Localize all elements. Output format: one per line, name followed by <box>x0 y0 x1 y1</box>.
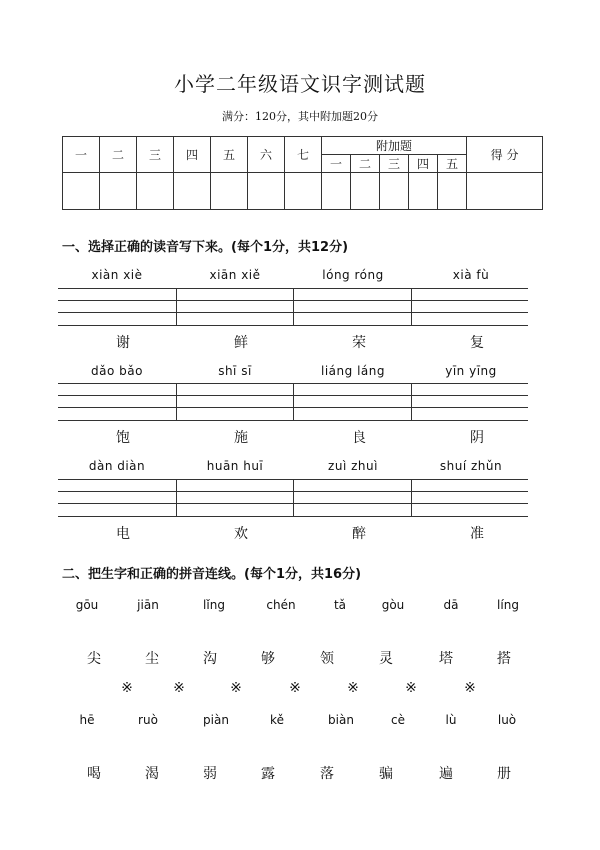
pinyin-option: lóng róng <box>322 268 384 282</box>
character-item[interactable]: 尘 <box>145 651 159 667</box>
character: 荣 <box>352 335 366 351</box>
bonus-header: 附加题 <box>322 137 467 155</box>
character: 饱 <box>116 430 130 446</box>
separator-mark: ※ <box>121 680 133 696</box>
grid-divider <box>411 480 412 516</box>
separator-mark: ※ <box>173 680 185 696</box>
score-col-header: 五 <box>211 137 248 173</box>
character: 醉 <box>352 526 366 542</box>
grid-divider <box>293 384 294 420</box>
character-item[interactable]: 落 <box>320 766 334 782</box>
character: 准 <box>470 526 484 542</box>
pinyin-item[interactable]: lǐng <box>203 598 225 612</box>
score-table <box>62 136 543 210</box>
separator-mark: ※ <box>405 680 417 696</box>
writing-grid[interactable] <box>58 288 528 326</box>
character-item[interactable]: 弱 <box>203 766 217 782</box>
page-title: 小学二年级语文识字测试题 <box>174 72 426 96</box>
pinyin-item[interactable]: gòu <box>381 598 405 612</box>
character: 谢 <box>116 335 130 351</box>
section2-title: 二、把生字和正确的拼音连线。 <box>62 567 245 582</box>
character-item[interactable]: 渴 <box>145 766 159 782</box>
separator-mark: ※ <box>347 680 359 696</box>
character-item[interactable]: 尖 <box>87 651 101 667</box>
score-col-header: 三 <box>137 137 174 173</box>
character-item[interactable]: 遍 <box>439 766 453 782</box>
character-item[interactable]: 灵 <box>379 651 393 667</box>
pinyin-item[interactable]: ruò <box>138 713 158 727</box>
separator-mark: ※ <box>230 680 242 696</box>
writing-grid[interactable] <box>58 479 528 517</box>
score-col-header: 六 <box>248 137 285 173</box>
score-cell[interactable] <box>137 173 174 210</box>
pinyin-option: zuì zhuì <box>328 459 378 473</box>
pinyin-option: yīn yīng <box>445 364 497 378</box>
score-cell[interactable] <box>322 173 351 210</box>
pinyin-option: xiàn xiè <box>91 268 143 282</box>
score-col-header: 一 <box>63 137 100 173</box>
score-cell[interactable] <box>63 173 100 210</box>
score-col-header: 二 <box>100 137 137 173</box>
character-item[interactable]: 够 <box>261 651 275 667</box>
pinyin-item[interactable]: tǎ <box>333 598 347 612</box>
section1-title: 一、选择正确的读音写下来。 <box>62 240 232 255</box>
character-item[interactable]: 喝 <box>87 766 101 782</box>
score-cell[interactable] <box>285 173 322 210</box>
score-cell[interactable] <box>438 173 467 210</box>
character-item[interactable]: 搭 <box>497 651 511 667</box>
section1-note: (每个1分，共12分) <box>231 240 349 255</box>
score-total-header: 得 分 <box>467 137 543 173</box>
grid-divider <box>176 384 177 420</box>
grid-divider <box>293 289 294 325</box>
section2-heading <box>62 563 361 582</box>
pinyin-item[interactable]: dā <box>443 598 459 612</box>
character: 施 <box>234 430 248 446</box>
section1-heading <box>62 236 348 255</box>
pinyin-option: shī sī <box>218 364 252 378</box>
character: 良 <box>352 430 366 446</box>
character: 电 <box>116 526 130 542</box>
bonus-col-header: 一 <box>322 155 351 173</box>
score-cell[interactable] <box>467 173 543 210</box>
grid-divider <box>411 289 412 325</box>
bonus-col-header: 四 <box>409 155 438 173</box>
separator-mark: ※ <box>289 680 301 696</box>
pinyin-item[interactable]: líng <box>497 598 519 612</box>
grid-divider <box>176 480 177 516</box>
pinyin-item[interactable]: jiān <box>137 598 159 612</box>
pinyin-option: dǎo bǎo <box>91 364 143 378</box>
character-item[interactable]: 领 <box>320 651 334 667</box>
writing-grid[interactable] <box>58 383 528 421</box>
pinyin-item[interactable]: kě <box>270 713 284 727</box>
pinyin-item[interactable]: biàn <box>328 713 354 727</box>
score-col-header: 四 <box>174 137 211 173</box>
pinyin-item[interactable]: chén <box>266 598 296 612</box>
character-item[interactable]: 沟 <box>203 651 217 667</box>
pinyin-option: dàn diàn <box>88 459 146 473</box>
bonus-col-header: 二 <box>351 155 380 173</box>
bonus-col-header: 五 <box>438 155 467 173</box>
pinyin-item[interactable]: luò <box>497 713 517 727</box>
pinyin-option: huān huī <box>206 459 264 473</box>
character-item[interactable]: 骗 <box>379 766 393 782</box>
grid-divider <box>411 384 412 420</box>
score-cell[interactable] <box>248 173 285 210</box>
character: 欢 <box>234 526 248 542</box>
score-cell[interactable] <box>380 173 409 210</box>
score-cell[interactable] <box>351 173 380 210</box>
grid-divider <box>176 289 177 325</box>
section2-note: (每个1分，共16分) <box>244 567 362 582</box>
character: 复 <box>470 335 484 351</box>
grid-divider <box>293 480 294 516</box>
score-cell[interactable] <box>100 173 137 210</box>
pinyin-item[interactable]: piàn <box>203 713 229 727</box>
pinyin-item[interactable]: hē <box>79 713 95 727</box>
score-col-header: 七 <box>285 137 322 173</box>
page-subtitle: 满分：120分，其中附加题20分 <box>222 110 378 123</box>
score-cell[interactable] <box>174 173 211 210</box>
pinyin-option: liáng láng <box>321 364 385 378</box>
pinyin-option: xià fù <box>452 268 490 282</box>
pinyin-item[interactable]: gōu <box>75 598 99 612</box>
character: 阴 <box>470 430 484 446</box>
character-item[interactable]: 塔 <box>439 651 453 667</box>
character: 鲜 <box>234 335 248 351</box>
pinyin-option: shuí zhǔn <box>439 459 503 473</box>
pinyin-item[interactable]: cè <box>391 713 405 727</box>
separator-mark: ※ <box>464 680 476 696</box>
pinyin-item[interactable]: lù <box>445 713 457 727</box>
score-cell[interactable] <box>409 173 438 210</box>
character-item[interactable]: 册 <box>497 766 511 782</box>
pinyin-option: xiān xiě <box>209 268 261 282</box>
character-item[interactable]: 露 <box>261 766 275 782</box>
score-cell[interactable] <box>211 173 248 210</box>
bonus-col-header: 三 <box>380 155 409 173</box>
